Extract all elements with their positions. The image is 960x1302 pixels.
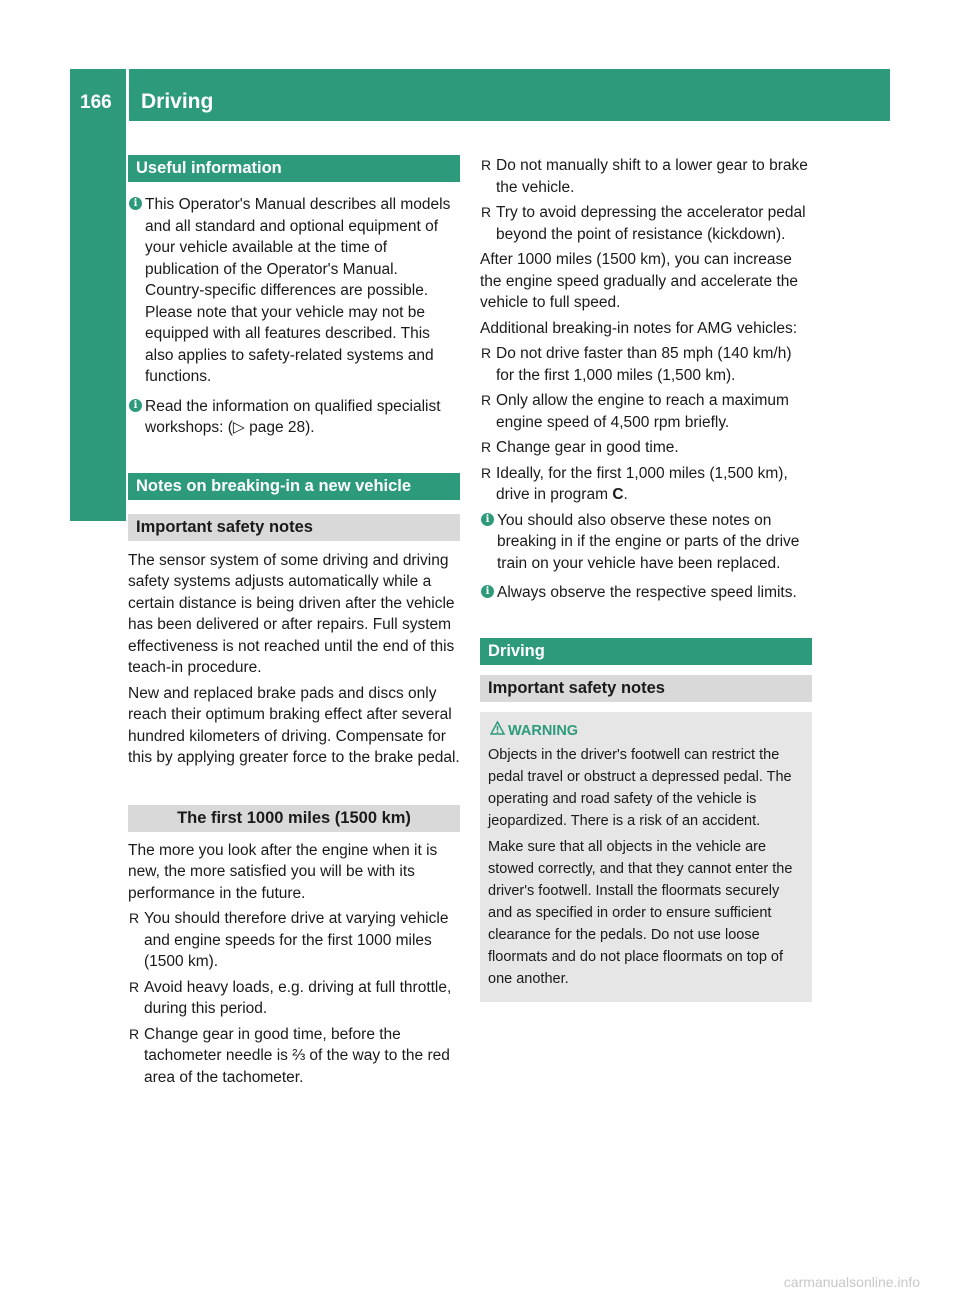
- paragraph: The sensor system of some driving and driving safety systems adjusts automatically while a certain distance is being driven after the vehicle has been delivered or after repairs. Full system effectiveness is not reached until the end of this teach-in procedure.: [128, 551, 455, 676]
- safety-notes-heading: Important safety notes: [128, 514, 460, 541]
- info-note-text[interactable]: Read the information on qualified specialist workshops: (▷ page 28).: [145, 397, 441, 436]
- warning-box: [480, 712, 812, 1002]
- list-item: R Do not drive faster than 85 mph (140 km/h) for the first 1,000 miles (1,500 km).: [480, 343, 812, 386]
- list-item: R Ideally, for the first 1,000 miles (1,500 km), drive in program C.: [480, 463, 812, 506]
- info-note: [128, 396, 460, 439]
- info-icon: i: [129, 197, 142, 210]
- info-note-text: Always observe the respective speed limits.: [497, 584, 797, 601]
- info-icon: i: [129, 399, 142, 412]
- paragraph: Additional breaking-in notes for AMG vehicles:: [480, 319, 798, 337]
- paragraph: The more you look after the engine when it is new, the more satisfied you will be with its performance in the future.: [128, 841, 438, 902]
- list-item-text: Ideally, for the first 1,000 miles (1,500 km), drive in program: [496, 464, 788, 503]
- useful-info-heading: Useful information: [128, 155, 460, 182]
- warning-text: Make sure that all objects in the vehicle are stowed correctly, and that they cannot enter the driver's footwell. Install the floormats securely and as specified in order to ensure sufficient clearance for the pedals. Do not use loose floormats and do not place floormats on top of one another.: [488, 838, 793, 987]
- section-label: Driving and parking: [86, 262, 109, 460]
- list-item: R Try to avoid depressing the accelerator pedal beyond the point of resistance (kickdown).: [480, 202, 812, 245]
- info-note-text: This Operator's Manual describes all models and all standard and optional equipment of your vehicle available at the time of publication of the Operator's Manual. Country-specific differences are possible. Please note that your vehicle may not be equipped with all features described. This also applies to safety-related systems and functions.: [145, 196, 451, 385]
- watermark: carmanualsonline.info: [783, 1274, 920, 1290]
- info-icon: i: [481, 585, 494, 598]
- left-column: [128, 155, 460, 1092]
- list-item: R Only allow the engine to reach a maximum engine speed of 4,500 rpm briefly.: [480, 390, 812, 433]
- header-divider: [126, 69, 129, 121]
- breakin-heading: Notes on breaking-in a new vehicle: [128, 473, 460, 500]
- warning-heading: [488, 720, 804, 742]
- info-note-text: You should also observe these notes on breaking in if the engine or parts of the drive train on your vehicle have been replaced.: [497, 511, 800, 572]
- list-item: R Change gear in good time, before the tachometer needle is ⅔ of the way to the red area of the tachometer.: [128, 1024, 460, 1089]
- list-item: R Change gear in good time.: [480, 437, 812, 459]
- warning-text: Objects in the driver's footwell can restrict the pedal travel or obstruct a depressed pedal. The operating and road safety of the vehicle is jeopardized. There is a risk of an accident.: [488, 746, 792, 829]
- bullet-list: [480, 343, 812, 506]
- info-note: [480, 510, 812, 575]
- paragraph: After 1000 miles (1500 km), you can increase the engine speed gradually and accelerate the vehicle to full speed.: [480, 251, 798, 311]
- driving-heading: Driving: [480, 638, 812, 665]
- warning-label: WARNING: [508, 722, 579, 739]
- safety-notes-heading: Important safety notes: [480, 675, 812, 702]
- bullet-list: [480, 155, 812, 245]
- info-icon: i: [481, 513, 494, 526]
- info-note: [128, 194, 460, 388]
- program-letter: C: [612, 486, 624, 503]
- bullet-list: [128, 908, 460, 1088]
- list-item: R Do not manually shift to a lower gear to brake the vehicle.: [480, 155, 812, 198]
- page-number: 166: [80, 92, 112, 113]
- info-note: [480, 582, 812, 604]
- page-title: Driving: [141, 90, 214, 113]
- list-item: R You should therefore drive at varying vehicle and engine speeds for the first 1000 miles (1500 km).: [128, 908, 460, 973]
- paragraph: New and replaced brake pads and discs only reach their optimum braking effect after several hundred kilometers of driving. Compensate for this by applying greater force to the brake pedal.: [128, 684, 460, 766]
- warning-triangle-icon: [490, 721, 505, 735]
- first-miles-heading: The first 1000 miles (1500 km): [128, 805, 460, 832]
- right-column: [480, 155, 812, 1002]
- list-item: R Avoid heavy loads, e.g. driving at full throttle, during this period.: [128, 977, 460, 1020]
